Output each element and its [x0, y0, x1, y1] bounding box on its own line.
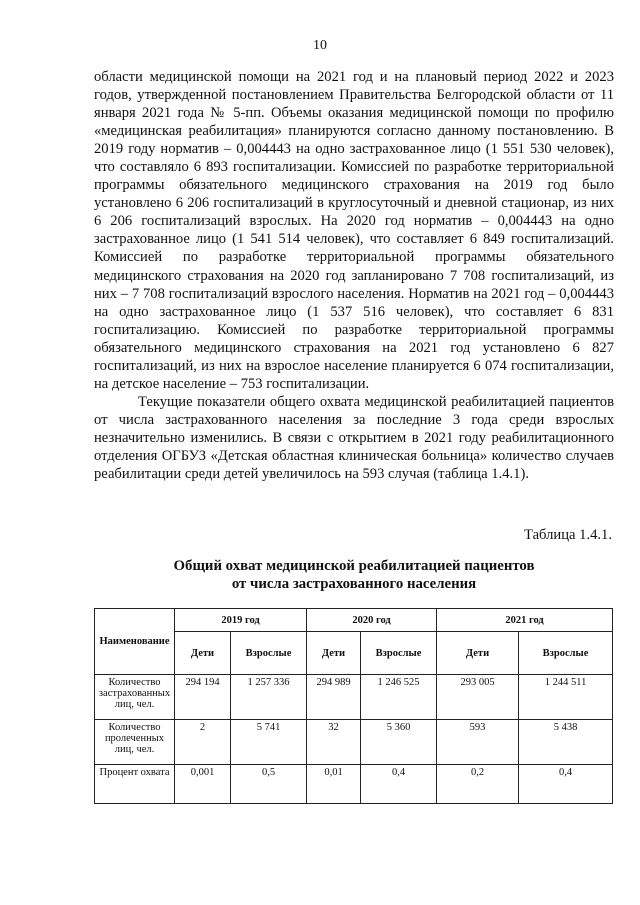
- table-cell: 0,4: [361, 765, 437, 804]
- table-cell: 5 741: [231, 720, 307, 765]
- header-adults-2020: Взрослые: [361, 632, 437, 675]
- header-children-2020: Дети: [307, 632, 361, 675]
- header-children-2021: Дети: [437, 632, 519, 675]
- header-year-2021: 2021 год: [437, 609, 613, 632]
- table-cell: 0,4: [519, 765, 613, 804]
- table-header-years: [95, 609, 613, 632]
- header-children-2019: Дети: [175, 632, 231, 675]
- table-cell: 2: [175, 720, 231, 765]
- table-title-line-2: от числа застрахованного населения: [231, 576, 477, 592]
- row-label: Процент охвата: [95, 765, 175, 804]
- table-cell: 5 438: [519, 720, 613, 765]
- table-row: [95, 675, 613, 720]
- header-adults-2021: Взрослые: [519, 632, 613, 675]
- page-number: 10: [313, 38, 327, 53]
- header-name: Наименование: [95, 609, 175, 675]
- table-cell: 32: [307, 720, 361, 765]
- table-cell: 1 246 525: [361, 675, 437, 720]
- table-caption: Таблица 1.4.1.: [524, 527, 612, 543]
- table-row: [95, 720, 613, 765]
- paragraph-2: Текущие показатели общего охвата медицинской реабилитацией пациентов от числа застрахованного населения за последние 3 года среди взрослых незначительно изменились. В связи с открытием в 2021 году реабилитационного отделения ОГБУЗ «Детская областная клиническая больница» количество случаев реабилитации среди детей увеличилось на 593 случая (таблица 1.4.1).: [94, 393, 614, 483]
- row-label: Количество пролеченных лиц, чел.: [95, 720, 175, 765]
- coverage-table: [94, 608, 613, 804]
- table-cell: 0,001: [175, 765, 231, 804]
- table-cell: 5 360: [361, 720, 437, 765]
- table-title: [94, 557, 614, 593]
- body-text: [94, 68, 614, 483]
- table-cell: 0,5: [231, 765, 307, 804]
- table-row: [95, 765, 613, 804]
- row-label: Количество застрахованных лиц, чел.: [95, 675, 175, 720]
- table-cell: 1 244 511: [519, 675, 613, 720]
- table-cell: 293 005: [437, 675, 519, 720]
- header-year-2020: 2020 год: [307, 609, 437, 632]
- table-cell: 593: [437, 720, 519, 765]
- header-adults-2019: Взрослые: [231, 632, 307, 675]
- header-year-2019: 2019 год: [175, 609, 307, 632]
- table-cell: 294 989: [307, 675, 361, 720]
- table-cell: 0,2: [437, 765, 519, 804]
- table-cell: 294 194: [175, 675, 231, 720]
- paragraph-1: области медицинской помощи на 2021 год и на плановый период 2022 и 2023 годов, утвержденной постановлением Правительства Белгородской области от 11 января 2021 года № 5-пп. Объемы оказания медицинской помощи по профилю «медицинская реабилитация» планируются согласно данному постановлению. В 2019 году норматив – 0,004443 на одно застрахованное лицо (1 551 530 человек), что составляло 6 893 госпитализации. Комиссией по разработке территориальной программы обязательного медицинского страхования на 2019 год было установлено 6 206 госпитализаций в круглосуточный и дневной стационар, из них 6 206 госпитализаций взрослых. На 2020 год норматив – 0,004443 на одно застрахованное лицо (1 541 514 человек), что составляет 6 849 госпитализаций. Комиссией по разработке территориальной программы обязательного медицинского страхования на 2020 год запланировано 7 708 госпитализаций, из них – 7 708 госпитализаций взрослого населения. Норматив на 2021 год – 0,004443 на одно застрахованное лицо (1 537 516 человек), что составляет 6 831 госпитализацию. Комиссией по разработке территориальной программы обязательного медицинского страхования на 2021 год установлено 6 827 госпитализаций, из них на взрослое население планируется 6 074 госпитализации, на детское население – 753 госпитализации.: [94, 69, 614, 392]
- table-cell: 1 257 336: [231, 675, 307, 720]
- table-cell: 0,01: [307, 765, 361, 804]
- table-title-line-1: Общий охват медицинской реабилитацией пациентов: [173, 558, 535, 574]
